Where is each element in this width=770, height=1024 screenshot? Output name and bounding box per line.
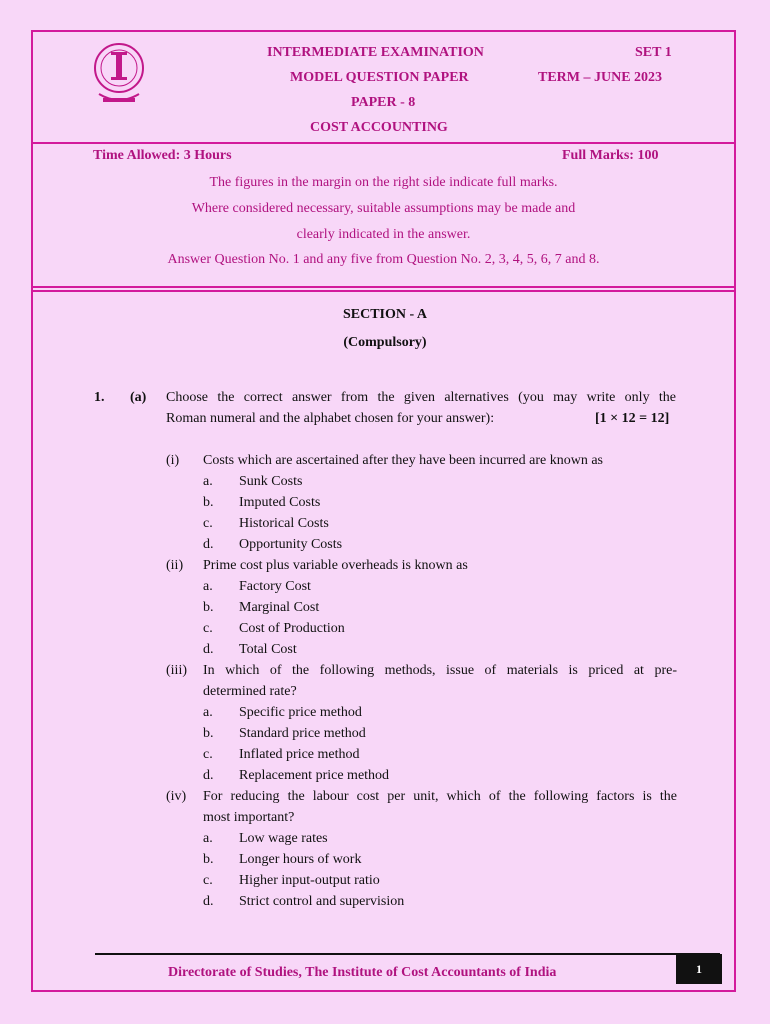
- footer-divider: [95, 953, 720, 955]
- subquestion-number: (ii): [166, 558, 184, 573]
- section-title: SECTION - A: [342, 307, 428, 322]
- option-letter: b.: [203, 495, 214, 510]
- subquestion-number: (i): [166, 453, 180, 468]
- paper-type: MODEL QUESTION PAPER: [290, 70, 469, 85]
- option-text: Strict control and supervision: [239, 894, 405, 909]
- subquestion-text: most important?: [203, 810, 295, 825]
- option-text: Factory Cost: [239, 579, 311, 594]
- subquestion-number: (iv): [166, 789, 187, 804]
- page-number: 1: [676, 954, 722, 984]
- instruction-line: The figures in the margin on the right side indicate full marks.: [209, 175, 558, 190]
- option-text: Longer hours of work: [239, 852, 362, 867]
- time-allowed: Time Allowed: 3 Hours: [93, 148, 232, 163]
- option-text: Marginal Cost: [239, 600, 320, 615]
- header-box: [33, 32, 734, 144]
- instruction-line: clearly indicated in the answer.: [296, 227, 471, 242]
- option-letter: d.: [203, 768, 214, 783]
- option-letter: c.: [203, 873, 213, 888]
- subquestion-text: Costs which are ascertained after they have been incurred are known as: [203, 453, 603, 468]
- option-text: Specific price method: [239, 705, 362, 720]
- option-letter: b.: [203, 726, 214, 741]
- instruction-line: Where considered necessary, suitable assumptions may be made and: [191, 201, 576, 216]
- option-text: Cost of Production: [239, 621, 345, 636]
- option-letter: b.: [203, 852, 214, 867]
- option-letter: a.: [203, 579, 213, 594]
- option-letter: d.: [203, 642, 214, 657]
- full-marks: Full Marks: 100: [562, 148, 659, 163]
- question-text: Choose the correct answer from the given alternatives (you may write only the: [166, 390, 676, 405]
- option-text: Sunk Costs: [239, 474, 303, 489]
- question-text: Roman numeral and the alphabet chosen for your answer):: [166, 411, 495, 426]
- option-letter: d.: [203, 537, 214, 552]
- option-text: Inflated price method: [239, 747, 360, 762]
- option-letter: c.: [203, 747, 213, 762]
- subquestion-number: (iii): [166, 663, 187, 678]
- instruction-line: Answer Question No. 1 and any five from Question No. 2, 3, 4, 5, 6, 7 and 8.: [167, 252, 600, 267]
- paper-number: PAPER - 8: [351, 95, 416, 110]
- question-number: 1.: [94, 390, 105, 405]
- question-part: (a): [130, 390, 147, 405]
- section-subtitle: (Compulsory): [343, 335, 427, 350]
- option-text: Low wage rates: [239, 831, 328, 846]
- option-letter: d.: [203, 894, 214, 909]
- option-text: Opportunity Costs: [239, 537, 343, 552]
- option-text: Standard price method: [239, 726, 366, 741]
- set-label: SET 1: [635, 45, 672, 60]
- footer-text: Directorate of Studies, The Institute of Cost Accountants of India: [168, 965, 557, 980]
- option-letter: c.: [203, 621, 213, 636]
- option-text: Historical Costs: [239, 516, 329, 531]
- page-frame: [31, 30, 736, 992]
- option-letter: a.: [203, 474, 213, 489]
- institute-logo-icon: [91, 38, 147, 110]
- subject-title: COST ACCOUNTING: [310, 120, 448, 135]
- exam-title: INTERMEDIATE EXAMINATION: [267, 45, 484, 60]
- option-text: Total Cost: [239, 642, 297, 657]
- subquestion-text: In which of the following methods, issue of materials is priced at pre-: [203, 663, 677, 678]
- subquestion-text: determined rate?: [203, 684, 297, 699]
- option-letter: a.: [203, 831, 213, 846]
- subquestion-text: Prime cost plus variable overheads is known as: [203, 558, 468, 573]
- option-text: Replacement price method: [239, 768, 390, 783]
- term-label: TERM – JUNE 2023: [538, 70, 663, 85]
- option-text: Imputed Costs: [239, 495, 321, 510]
- option-letter: b.: [203, 600, 214, 615]
- instructions-box: [33, 142, 734, 288]
- option-text: Higher input-output ratio: [239, 873, 380, 888]
- subquestion-text: For reducing the labour cost per unit, which of the following factors is the: [203, 789, 677, 804]
- option-letter: a.: [203, 705, 213, 720]
- option-letter: c.: [203, 516, 213, 531]
- question-marks: [1 × 12 = 12]: [595, 411, 670, 426]
